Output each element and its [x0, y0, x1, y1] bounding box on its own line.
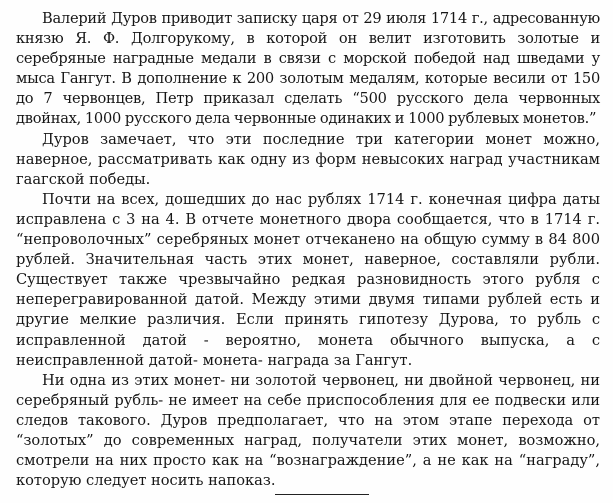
- text-body: [16, 9, 600, 491]
- footnote-divider: [275, 494, 369, 495]
- paragraph-3: Почти на всех, дошедших до нас рублях 1714 г. конечная цифра даты исправлена с 3 на 4. В отчете монетного двора сообщается, что в 1714 г. “непроволочных” серебряных монет отчеканено на общую сумму в 84 800 рублей. Значительная часть этих монет, наверное, составляли рубли. Существует также чрезвычайно редкая разновидность этого рубля с неперегравированной датой. Между этими двумя типами рублей есть и другие мелкие различия. Если принять гипотезу Дурова, то рубль с исправленной датой - вероятно, монета обычного выпуска, а с неисправленной датой- монета- награда за Гангут.: [16, 190, 600, 369]
- paragraph-1: Валерий Дуров приводит записку царя от 29 июля 1714 г., адресованную князю Я. Ф. Долгорукому, в которой он велит изготовить золотые и серебряные наградные медали в связи с морской победой над шведами у мыса Гангут. В дополнение к 200 золотым медалям, которые весили от 150 до 7 червонцев, Петр приказал сделать “500 русского дела червонных двойнах, 1000 русского дела червонные одинаких и 1000 рублевых монетов.”: [16, 10, 600, 128]
- paragraph-4: Ни одна из этих монет- ни золотой червонец, ни двойной червонец, ни серебряный рубль- не имеет на себе приспособления для ее подвески или следов такового. Дуров предполагает, что на этом этапе перехода от “золотых” до современных наград, получатели этих монет, возможно, смотрели на них просто как на “вознаграждение”, а не как на “награду”, которую следует носить напоказ.: [16, 371, 600, 490]
- paragraph-2: Дуров замечает, что эти последние три категории монет можно, наверное, рассматривать как одну из форм невысоких наград участникам гаагской победы.: [16, 130, 600, 188]
